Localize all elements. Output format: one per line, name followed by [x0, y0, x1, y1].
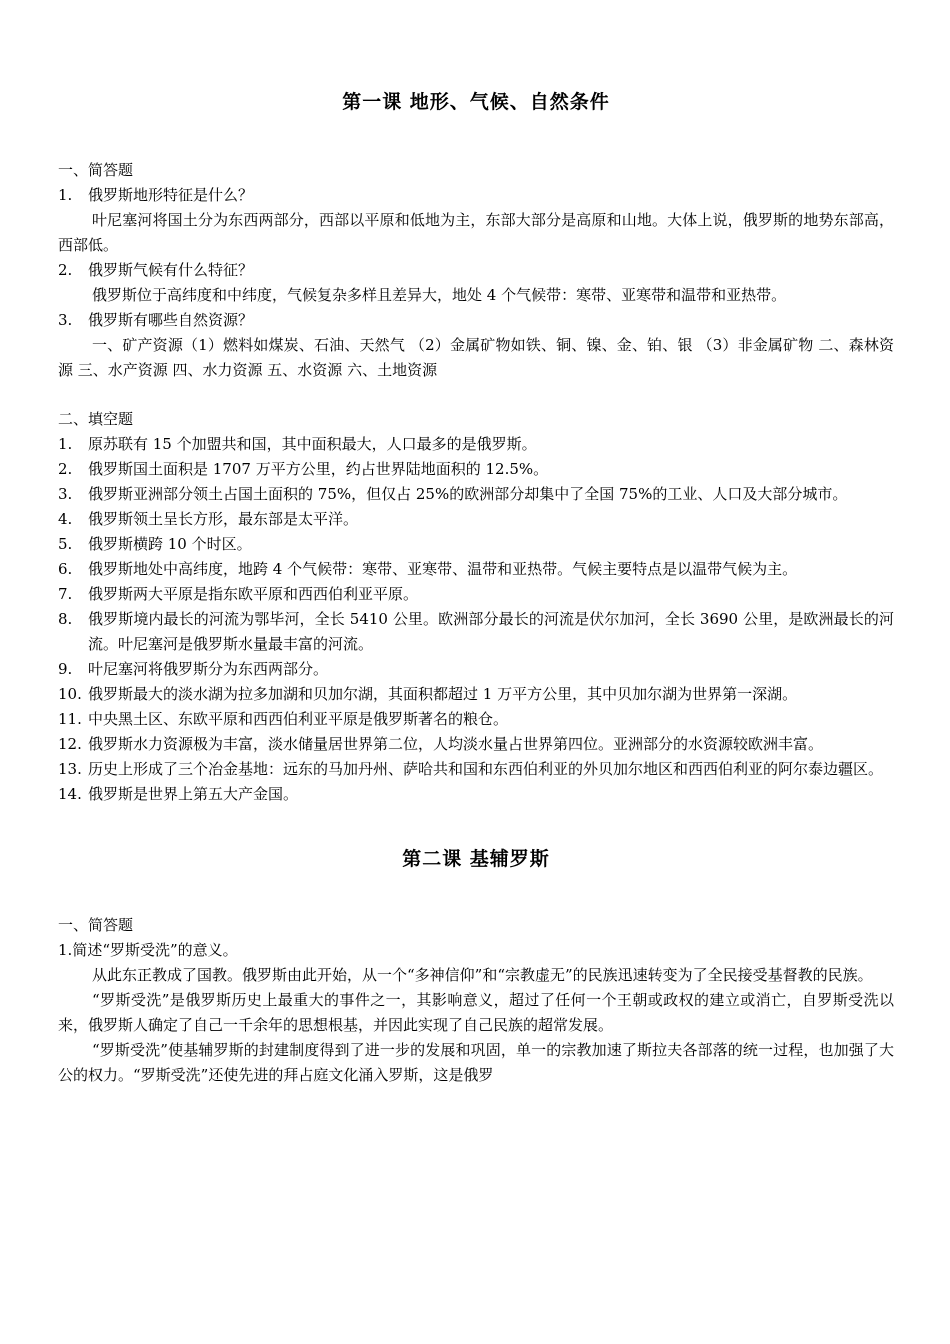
question-text: 俄罗斯有哪些自然资源？ — [88, 311, 254, 329]
lesson2-q1 — [58, 938, 894, 963]
lesson1-q2 — [58, 258, 894, 308]
answer-paragraph: “罗斯受洗”是俄罗斯历史上最重大的事件之一，其影响意义，超过了任何一个王朝或政权的建立或消亡，自罗斯受洗以来，俄罗斯人确定了自己一千余年的思想根基，并因此实现了自己民族的超常发展。 — [58, 991, 894, 1034]
question-number: 3. — [58, 311, 73, 329]
list-item: 13. 历史上形成了三个冶金基地：远东的马加丹州、萨哈共和国和东西伯利亚的外贝加尔地区和西西伯利亚的阿尔泰边疆区。 — [58, 760, 884, 778]
spacer — [58, 383, 894, 407]
lesson1-section1-heading: 一、简答题 — [58, 161, 134, 179]
question-number: 1. — [58, 186, 73, 204]
question-text: 俄罗斯地形特征是什么？ — [88, 186, 254, 204]
question-text: 俄罗斯气候有什么特征？ — [88, 261, 254, 279]
lesson2-section1-heading: 一、简答题 — [58, 916, 134, 934]
list-item: 12. 俄罗斯水力资源极为丰富，淡水储量居世界第二位，人均淡水量占世界第四位。亚洲部分的水资源较欧洲丰富。 — [58, 735, 824, 753]
list-item: 7. 俄罗斯两大平原是指东欧平原和西西伯利亚平原。 — [58, 585, 419, 603]
lesson1-title: 第一课 地形、气候、自然条件 — [342, 91, 610, 113]
list-item: 3. 俄罗斯亚洲部分领土占国土面积的 75%，但仅占 25%的欧洲部分却集中了全国 75%的工业、人口及大部分城市。 — [58, 485, 848, 503]
question-number: 1. — [58, 941, 73, 959]
answer-paragraph: 从此东正教成了国教。俄罗斯由此开始，从一个“多神信仰”和“宗教虚无”的民族迅速转变为了全民接受基督教的民族。 — [92, 966, 873, 984]
lesson1-q1 — [58, 183, 894, 258]
lesson2-title: 第二课 基辅罗斯 — [402, 848, 550, 870]
question-number: 2. — [58, 261, 73, 279]
answer-text: 叶尼塞河将国土分为东西两部分，西部以平原和低地为主，东部大部分是高原和山地。大体上说，俄罗斯的地势东部高，西部低。 — [58, 211, 894, 254]
question-text: 简述“罗斯受洗”的意义。 — [72, 941, 238, 959]
list-item: 4. 俄罗斯领土呈长方形，最东部是太平洋。 — [58, 510, 359, 528]
fill-blank-list — [58, 432, 894, 807]
list-item: 2. 俄罗斯国土面积是 1707 万平方公里，约占世界陆地面积的 12.5%。 — [58, 460, 549, 478]
lesson1-section2-heading: 二、填空题 — [58, 410, 134, 428]
answer-paragraph: “罗斯受洗”使基辅罗斯的封建制度得到了进一步的发展和巩固，单一的宗教加速了斯拉夫各部落的统一过程，也加强了大公的权力。“罗斯受洗”还使先进的拜占庭文化涌入罗斯，这是俄罗 — [58, 1041, 894, 1084]
answer-text: 俄罗斯位于高纬度和中纬度，气候复杂多样且差异大，地处 4 个气候带：寒带、亚寒带和温带和亚热带。 — [92, 286, 787, 304]
answer-text: 一、矿产资源（1）燃料如煤炭、石油、天然气 （2）金属矿物如铁、铜、镍、金、铂、银 （3）非金属矿物 二、森林资源 三、水产资源 四、水力资源 五、水资源 六、土地资源 — [58, 336, 894, 379]
list-item: 5. 俄罗斯横跨 10 个时区。 — [58, 535, 252, 553]
list-item: 1. 原苏联有 15 个加盟共和国，其中面积最大，人口最多的是俄罗斯。 — [58, 435, 537, 453]
list-item: 9. 叶尼塞河将俄罗斯分为东西两部分。 — [58, 660, 329, 678]
list-item: 10. 俄罗斯最大的淡水湖为拉多加湖和贝加尔湖，其面积都超过 1 万平方公里，其中贝加尔湖为世界第一深湖。 — [58, 685, 798, 703]
list-item: 11. 中央黑土区、东欧平原和西西伯利亚平原是俄罗斯著名的粮仓。 — [58, 710, 509, 728]
list-item: 8. 俄罗斯境内最长的河流为鄂毕河，全长 5410 公里。欧洲部分最长的河流是伏尔加河，全长 3690 公里，是欧洲最长的河流。叶尼塞河是俄罗斯水量最丰富的河流。 — [58, 610, 894, 653]
list-item: 14. 俄罗斯是世界上第五大产金国。 — [58, 785, 299, 803]
document-page — [58, 88, 894, 1088]
list-item: 6. 俄罗斯地处中高纬度，地跨 4 个气候带：寒带、亚寒带、温带和亚热带。气候主要特点是以温带气候为主。 — [58, 560, 798, 578]
lesson1-q3 — [58, 308, 894, 383]
